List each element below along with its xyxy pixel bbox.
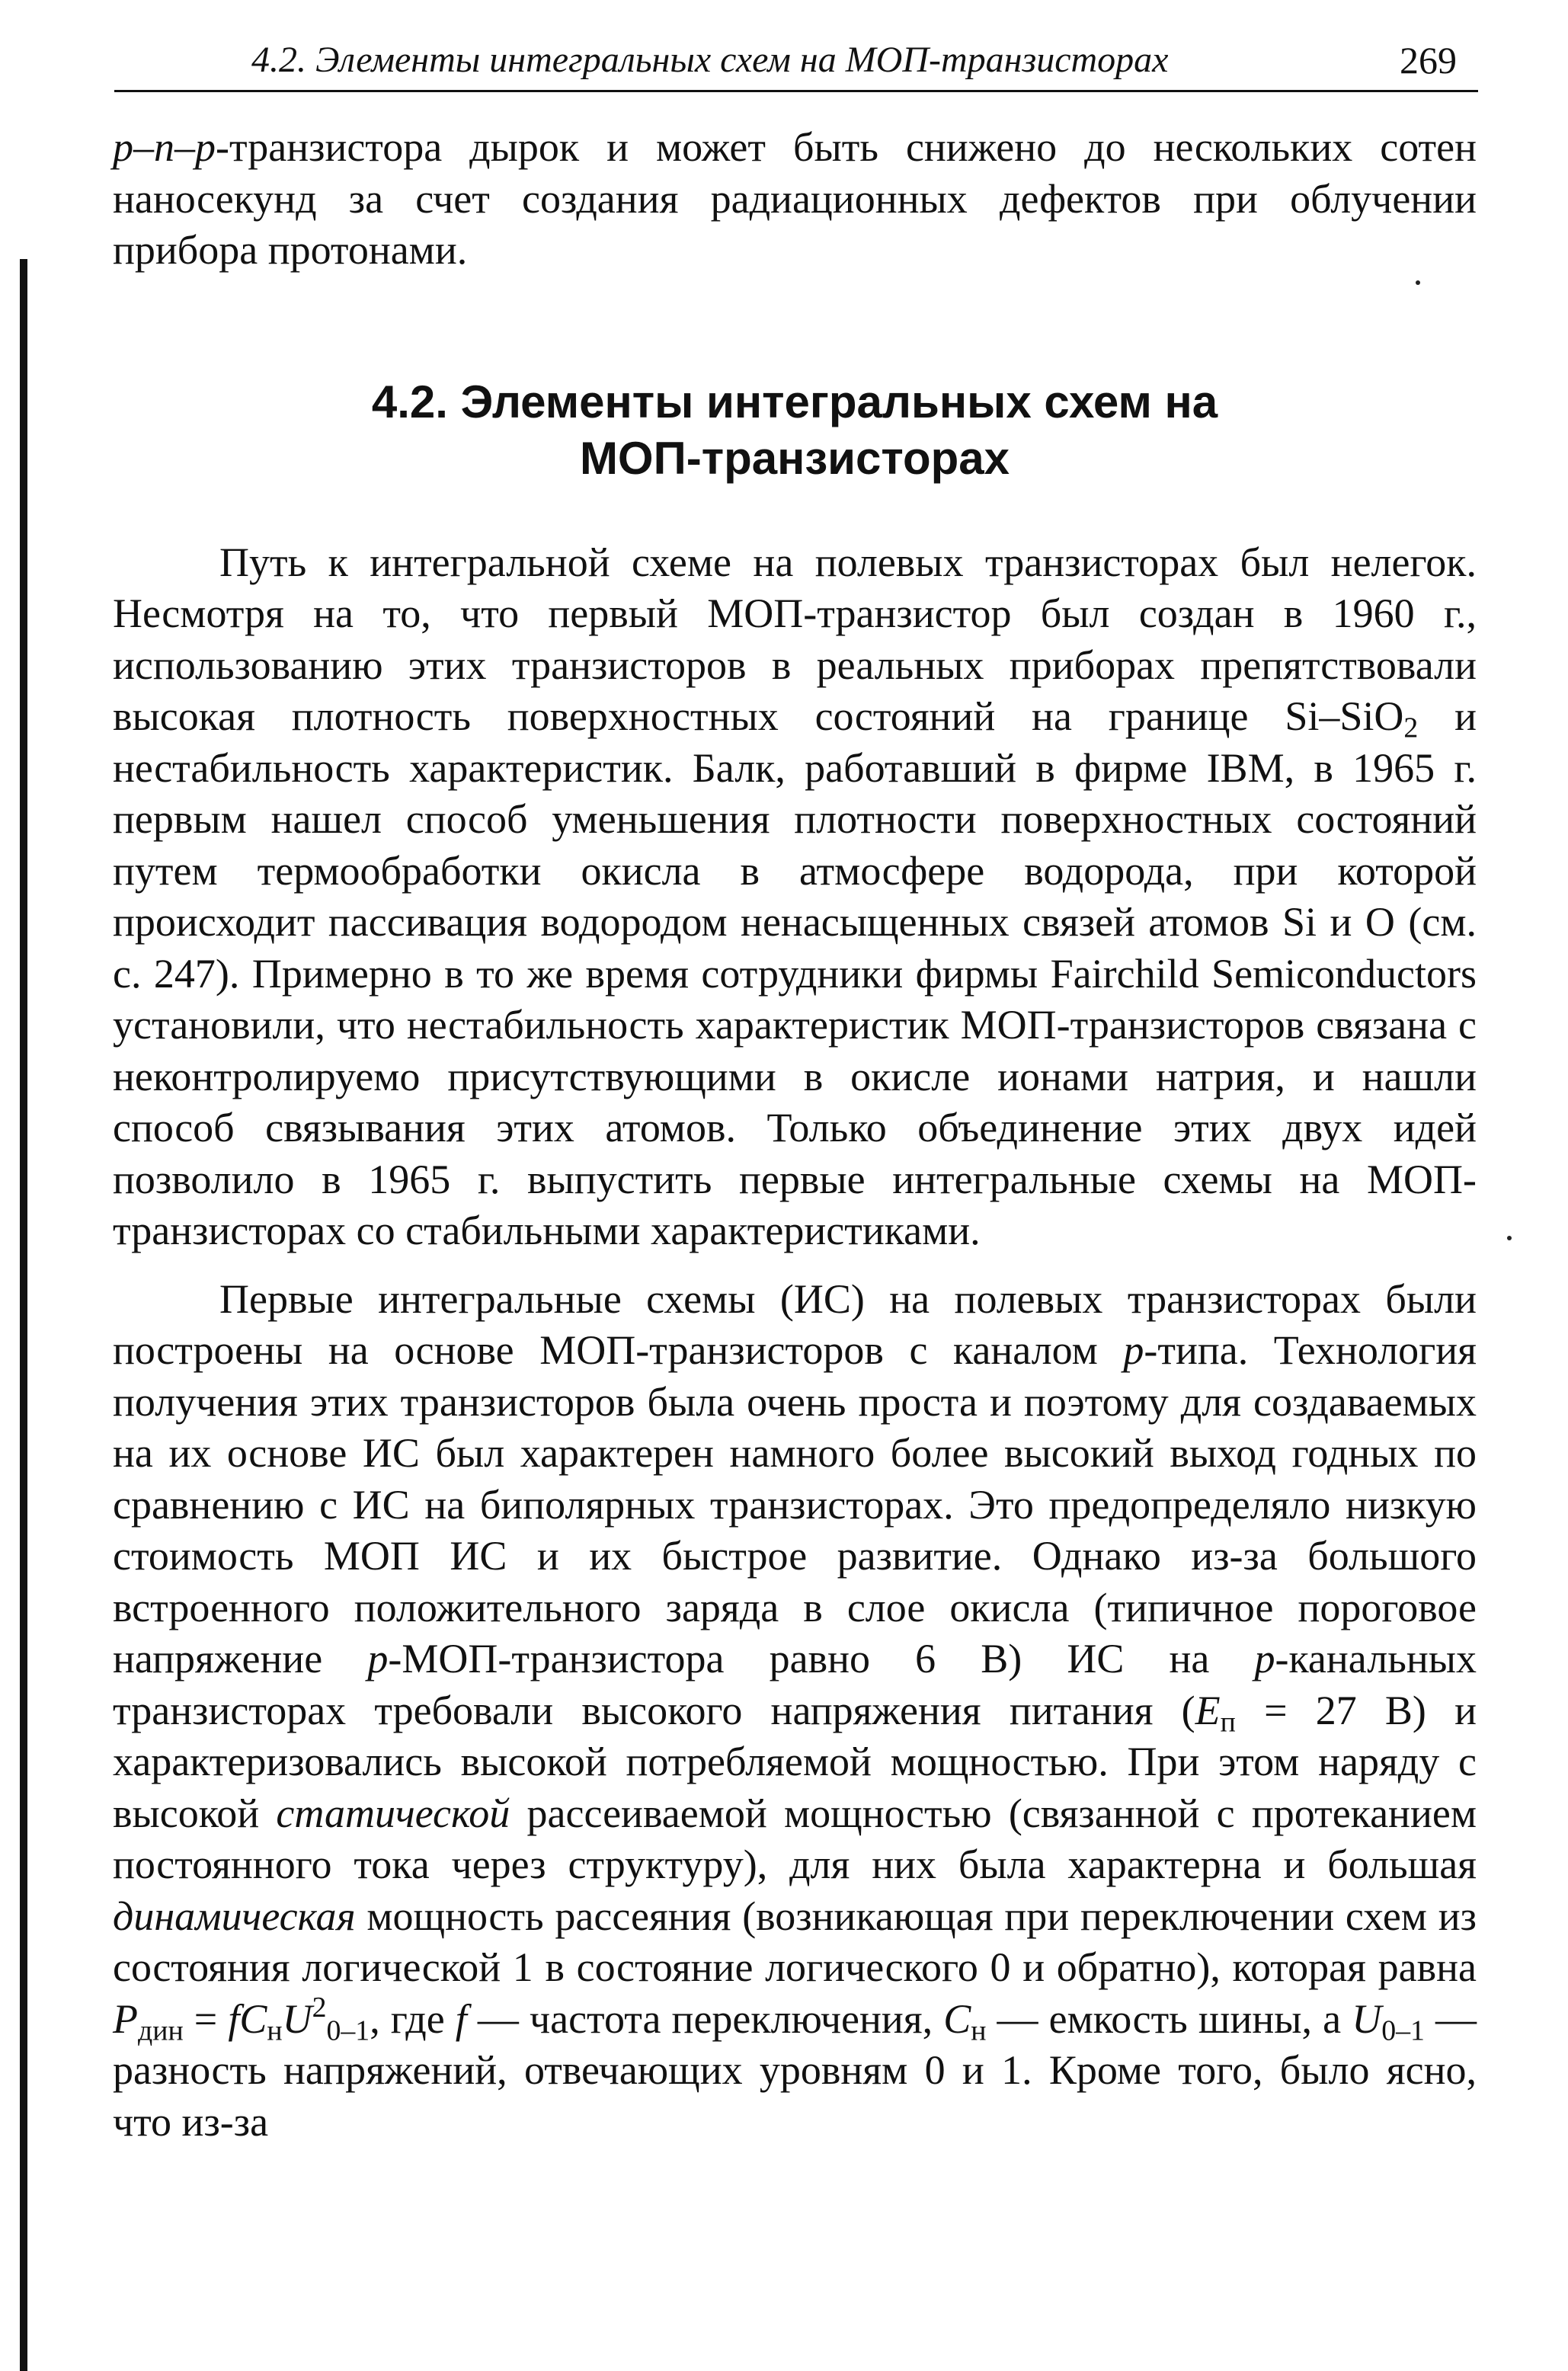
- supply-voltage-subscript: п: [1220, 1705, 1236, 1738]
- continued-paragraph: [113, 122, 1477, 277]
- page-header: [114, 34, 1470, 87]
- power-formula: [113, 1991, 370, 2046]
- page-number: 269: [1400, 39, 1457, 82]
- p-channel-symbol: p: [1254, 1636, 1275, 1681]
- paragraph-1-text-a: Путь к интегральной схеме на полевых транзисторах был нелегок. Несмотря на то, что первый МОП-транзистор был создан в 1960 г., использованию этих транзисторов в реальных приборах препятствовали высокая плотность поверхностных состояний на границе Si–SiO: [113, 539, 1477, 739]
- p2-text-1: Первые интегральные схемы (ИС) на полевых транзисторах были построены на основе МОП-транзисторов с каналом: [113, 1275, 1477, 1373]
- scan-speck: [1507, 1236, 1512, 1240]
- static-term: статической: [276, 1790, 510, 1836]
- p-type-symbol: p: [1123, 1327, 1144, 1373]
- voltage-superscript: 2: [312, 1991, 327, 2024]
- paragraph-1: [113, 537, 1477, 1257]
- power-subscript: дин: [138, 2014, 184, 2046]
- paragraph-2: [113, 1274, 1477, 2149]
- paragraph-1-text-b: и нестабильность характеристик. Балк, работавший в фирме IBM, в 1965 г. первым нашел способ уменьшения плотности поверхностных состояний путем термообработки окисла в атмосфере водорода, при которой происходит пассивация водородом ненасыщенных связей атомов Si и O (см. с. 247). Примерно в то же время сотрудники фирмы Fairchild Semiconductors установили, что нестабильность характеристик МОП-транзисторов связана с неконтролируемо присутствующими в окисле ионами натрия, и нашли способ связывания этих атомов. Только объединение этих двух идей позволило в 1965 г. выпустить первые интегральные схемы на МОП-транзисторах со стабильными характеристиками.: [113, 693, 1477, 1253]
- p2-text-7: мощность рассеяния (возникающая при переключении схем из состояния логической 1 в состояние логического 0 и обратно), которая равна: [113, 1893, 1477, 1990]
- voltage-subscript: 0–1: [326, 2014, 370, 2046]
- p2-text-10: — емкость шины, а: [986, 1995, 1352, 2042]
- voltage-symbol: U: [282, 1995, 312, 2042]
- capacitance-symbol: C: [239, 1995, 267, 2042]
- p2-text-11: — разность напряжений, отвечающих уровням 0 и 1. Кроме того, было ясно, что из-за: [113, 1995, 1477, 2145]
- p-n-p-notation: p–n–p: [113, 124, 216, 170]
- page-body: [113, 122, 1477, 2148]
- continued-text: -транзистора дырок и может быть снижено до нескольких сотен наносекунд за счет создания радиационных дефектов при облучении прибора протонами.: [113, 124, 1477, 273]
- power-symbol: P: [113, 1995, 138, 2042]
- capacitance-subscript: н: [267, 2014, 283, 2046]
- dynamic-term: динамическая: [113, 1893, 356, 1939]
- sio2-subscript: 2: [1403, 712, 1419, 744]
- frequency-symbol: f: [228, 1995, 240, 2042]
- voltage-symbol-2: U: [1352, 1995, 1382, 2042]
- voltage-subscript-2: 0–1: [1381, 2014, 1425, 2046]
- p2-text-8: , где: [370, 1995, 456, 2042]
- p2-text-2: -типа. Технология получения этих транзисторов была очень проста и поэтому для создаваемых на их основе ИС был характерен намного более высокий выход годных по сравнению с ИС на биполярных транзисторах. Это предопределяло низкую стоимость МОП ИС и их быстрое развитие. Однако из-за большого встроенного положительного заряда в слое окисла (типичное пороговое напряжение: [113, 1327, 1477, 1681]
- p2-text-5: = 27 В) и характеризовались высокой потребляемой мощностью. При этом наряду с высокой: [113, 1687, 1477, 1836]
- p-mos-symbol: p: [367, 1636, 389, 1681]
- p2-text-6: рассеиваемой мощностью (связанной с протеканием постоянного тока через структуру), для них была характерна и большая: [113, 1790, 1477, 1887]
- p2-text-9: — частота переключения,: [466, 1995, 944, 2042]
- section-heading: [113, 374, 1477, 487]
- scan-speck: [1416, 280, 1420, 285]
- supply-voltage-symbol: E: [1195, 1687, 1221, 1733]
- running-title: 4.2. Элементы интегральных схем на МОП-транзисторах: [251, 40, 1169, 80]
- p2-text-3: -МОП-транзистора равно 6 В) ИС на: [388, 1636, 1255, 1681]
- capacitance-symbol-2: C: [943, 1995, 971, 2042]
- section-heading-line-2: МОП-транзисторах: [579, 432, 1010, 484]
- frequency-symbol-2: f: [455, 1995, 467, 2042]
- section-heading-line-1: 4.2. Элементы интегральных схем на: [371, 376, 1218, 427]
- header-rule: [114, 90, 1478, 92]
- capacitance-subscript-2: н: [971, 2014, 987, 2046]
- scan-edge-shadow: [20, 259, 27, 2371]
- equals-sign: =: [183, 1995, 229, 2042]
- p2-text-4: -канальных транзисторах требовали высокого напряжения питания (: [113, 1636, 1477, 1733]
